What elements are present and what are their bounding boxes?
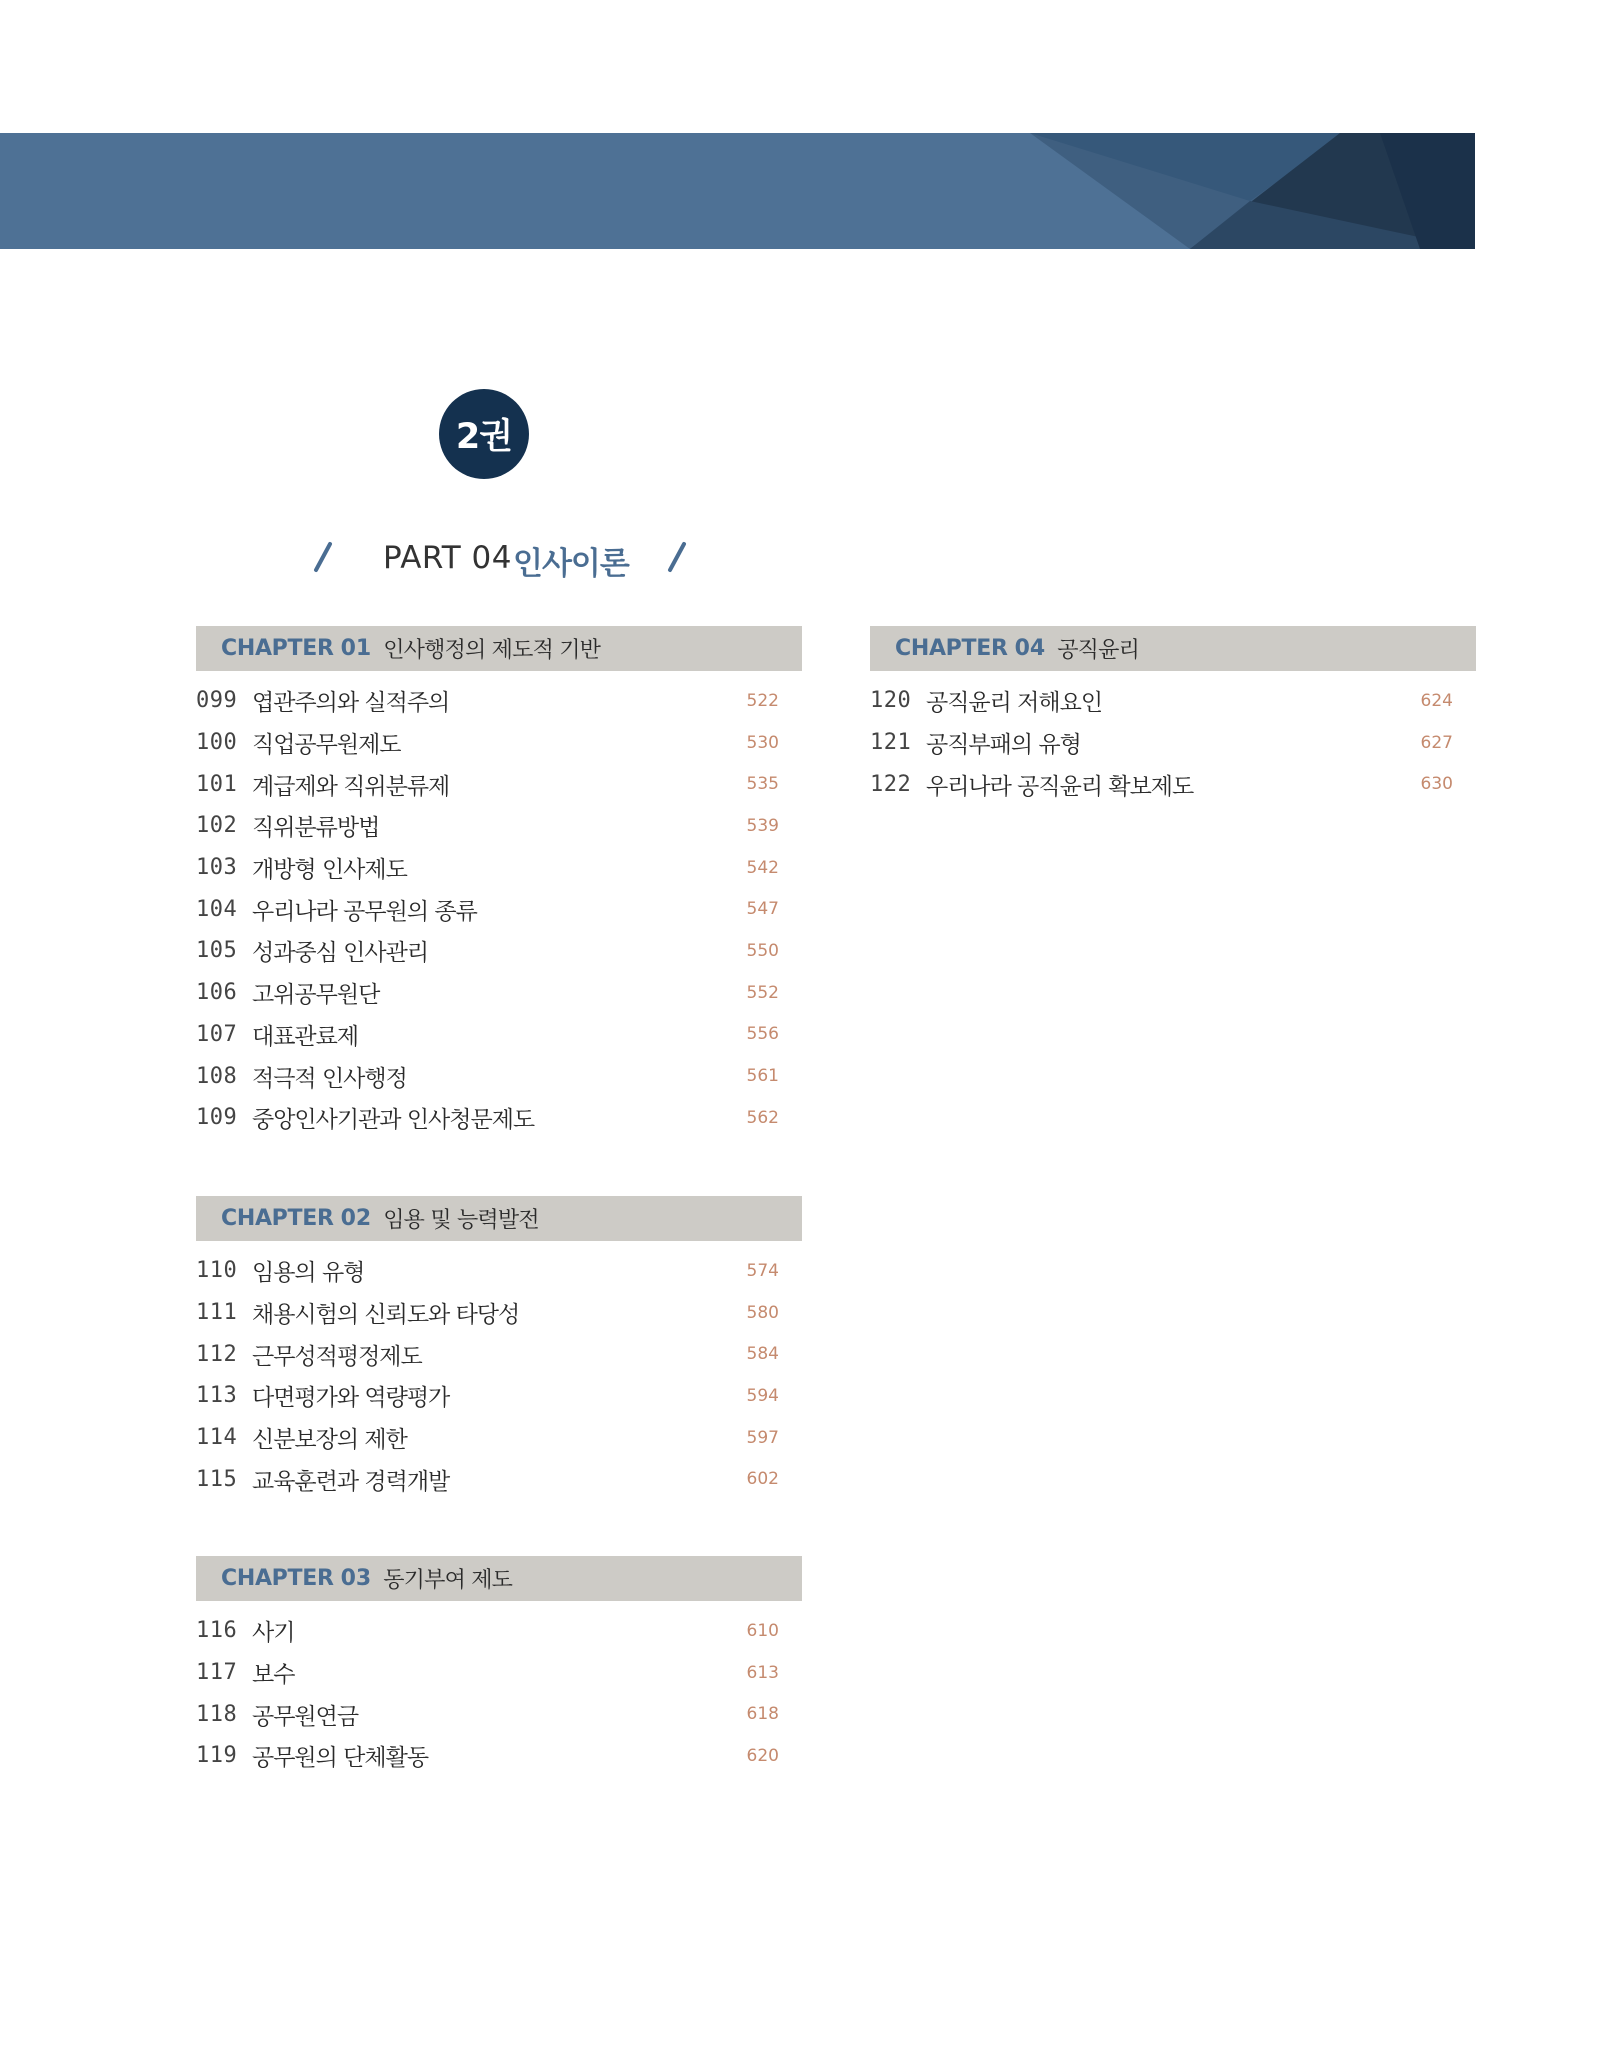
toc-item-page: 535	[746, 774, 779, 795]
part-label: PART 04	[383, 540, 512, 576]
toc-item-title: 성과중심 인사관리	[252, 940, 429, 967]
chapter-02	[196, 1196, 802, 1500]
toc-item[interactable]	[870, 763, 1476, 805]
toc-item[interactable]	[196, 1735, 802, 1777]
toc-item[interactable]	[196, 1292, 802, 1334]
toc-item-page: 561	[746, 1066, 779, 1087]
toc-item-title: 근무성적평정제도	[252, 1343, 422, 1370]
toc-item-number: 113	[196, 1383, 238, 1409]
chapter-header	[196, 626, 802, 671]
chapter-label: CHAPTER	[895, 636, 1008, 661]
toc-item[interactable]	[196, 722, 802, 764]
toc-item-number: 105	[196, 938, 238, 964]
toc-item[interactable]	[196, 930, 802, 972]
toc-item-title: 공무원의 단체활동	[252, 1745, 429, 1772]
part-title: 인사이론	[513, 546, 629, 582]
chapter-title: 임용 및 능력발전	[383, 1208, 539, 1233]
toc-item[interactable]	[196, 1417, 802, 1459]
toc-item-title: 교육훈련과 경력개발	[252, 1468, 450, 1495]
toc-item-title: 다면평가와 역량평가	[252, 1385, 450, 1412]
toc-item-title: 적극적 인사행정	[252, 1065, 407, 1092]
chapter-number: 02	[340, 1206, 372, 1231]
toc-item-page: 552	[746, 982, 779, 1003]
toc-item-title: 채용시험의 신뢰도와 타당성	[252, 1302, 520, 1329]
toc-item-number: 101	[196, 771, 238, 797]
toc-item-page: 574	[746, 1260, 779, 1281]
toc-item-number: 100	[196, 730, 238, 756]
toc-item-page: 556	[746, 1024, 779, 1045]
toc-item-number: 099	[196, 688, 238, 714]
toc-item-page: 624	[1420, 690, 1453, 711]
toc-item[interactable]	[196, 1610, 802, 1652]
toc-item-title: 직업공무원제도	[252, 732, 401, 759]
toc-item[interactable]	[870, 680, 1476, 722]
toc-item[interactable]	[196, 1458, 802, 1500]
toc-item-number: 121	[870, 730, 912, 756]
toc-item-number: 107	[196, 1021, 238, 1047]
toc-item-number: 112	[196, 1341, 238, 1367]
chapter-number: 01	[340, 636, 372, 661]
chapter-number: 03	[340, 1566, 372, 1591]
toc-item-title: 사기	[252, 1620, 295, 1647]
toc-item-title: 우리나라 공직윤리 확보제도	[926, 773, 1194, 800]
toc-item-page: 530	[746, 732, 779, 753]
toc-item-page: 602	[746, 1469, 779, 1490]
toc-item-page: 539	[746, 815, 779, 836]
chapter-04	[870, 626, 1476, 805]
toc-item-page: 584	[746, 1344, 779, 1365]
toc-item[interactable]	[196, 847, 802, 889]
toc-item-title: 중앙인사기관과 인사청문제도	[252, 1107, 535, 1134]
slash-left-icon	[308, 538, 338, 578]
toc-list	[870, 680, 1476, 805]
toc-item-page: 522	[746, 690, 779, 711]
toc-item-page: 550	[746, 940, 779, 961]
toc-item-title: 계급제와 직위분류제	[252, 773, 450, 800]
toc-item-page: 610	[746, 1620, 779, 1641]
toc-item-title: 우리나라 공무원의 종류	[252, 898, 477, 925]
toc-item-page: 627	[1420, 732, 1453, 753]
toc-item-number: 122	[870, 771, 912, 797]
toc-item[interactable]	[196, 1333, 802, 1375]
toc-item-number: 117	[196, 1660, 238, 1686]
toc-item-number: 120	[870, 688, 912, 714]
toc-item-page: 594	[746, 1385, 779, 1406]
toc-item[interactable]	[196, 888, 802, 930]
chapter-title: 동기부여 제도	[383, 1568, 513, 1593]
chapter-header	[196, 1556, 802, 1601]
toc-item[interactable]	[870, 722, 1476, 764]
toc-item-number: 111	[196, 1300, 238, 1326]
chapter-header	[870, 626, 1476, 671]
toc-item-number: 108	[196, 1063, 238, 1089]
volume-badge: 2권	[439, 389, 529, 479]
toc-item-number: 116	[196, 1618, 238, 1644]
toc-item-page: 613	[746, 1662, 779, 1683]
chapter-label: CHAPTER	[221, 1566, 334, 1591]
toc-item-number: 110	[196, 1258, 238, 1284]
toc-item[interactable]	[196, 972, 802, 1014]
toc-item-page: 618	[746, 1704, 779, 1725]
banner-graphic	[0, 133, 1475, 249]
toc-item[interactable]	[196, 805, 802, 847]
toc-item-title: 직위분류방법	[252, 815, 380, 842]
toc-item[interactable]	[196, 1250, 802, 1292]
toc-item-title: 대표관료제	[252, 1023, 359, 1050]
toc-item-number: 114	[196, 1425, 238, 1451]
toc-item-title: 고위공무원단	[252, 982, 380, 1009]
chapter-01	[196, 626, 802, 1139]
toc-list	[196, 680, 802, 1139]
toc-item-page: 620	[746, 1745, 779, 1766]
toc-item-title: 공직부패의 유형	[926, 732, 1081, 759]
chapter-header	[196, 1196, 802, 1241]
toc-item-number: 118	[196, 1701, 238, 1727]
toc-item-title: 공직윤리 저해요인	[926, 690, 1103, 717]
slash-right-icon	[662, 538, 692, 578]
toc-item-title: 보수	[252, 1662, 295, 1689]
toc-item-page: 547	[746, 899, 779, 920]
toc-item-title: 임용의 유형	[252, 1260, 365, 1287]
chapter-title: 인사행정의 제도적 기반	[383, 638, 601, 663]
chapter-03	[196, 1556, 802, 1777]
toc-item-number: 109	[196, 1105, 238, 1131]
toc-item-page: 542	[746, 857, 779, 878]
toc-item[interactable]	[196, 1014, 802, 1056]
toc-item[interactable]	[196, 1693, 802, 1735]
toc-item[interactable]	[196, 680, 802, 722]
chapter-label: CHAPTER	[221, 636, 334, 661]
toc-item[interactable]	[196, 1652, 802, 1694]
toc-item-number: 103	[196, 855, 238, 881]
header-banner	[0, 133, 1475, 249]
chapter-title: 공직윤리	[1057, 638, 1140, 663]
toc-item-number: 102	[196, 813, 238, 839]
toc-item-title: 개방형 인사제도	[252, 857, 407, 884]
toc-item-number: 106	[196, 980, 238, 1006]
toc-item-page: 630	[1420, 774, 1453, 795]
chapter-number: 04	[1014, 636, 1046, 661]
toc-item-number: 119	[196, 1743, 238, 1769]
toc-item-page: 597	[746, 1427, 779, 1448]
part-heading	[300, 530, 720, 586]
toc-item[interactable]	[196, 1097, 802, 1139]
toc-list	[196, 1250, 802, 1500]
toc-item-page: 580	[746, 1302, 779, 1323]
toc-item-title: 엽관주의와 실적주의	[252, 690, 450, 717]
toc-item[interactable]	[196, 763, 802, 805]
toc-item-title: 신분보장의 제한	[252, 1427, 407, 1454]
toc-item[interactable]	[196, 1055, 802, 1097]
toc-item-number: 104	[196, 896, 238, 922]
toc-item[interactable]	[196, 1375, 802, 1417]
toc-item-page: 562	[746, 1107, 779, 1128]
toc-item-title: 공무원연금	[252, 1703, 359, 1730]
chapter-label: CHAPTER	[221, 1206, 334, 1231]
toc-list	[196, 1610, 802, 1777]
toc-item-number: 115	[196, 1466, 238, 1492]
